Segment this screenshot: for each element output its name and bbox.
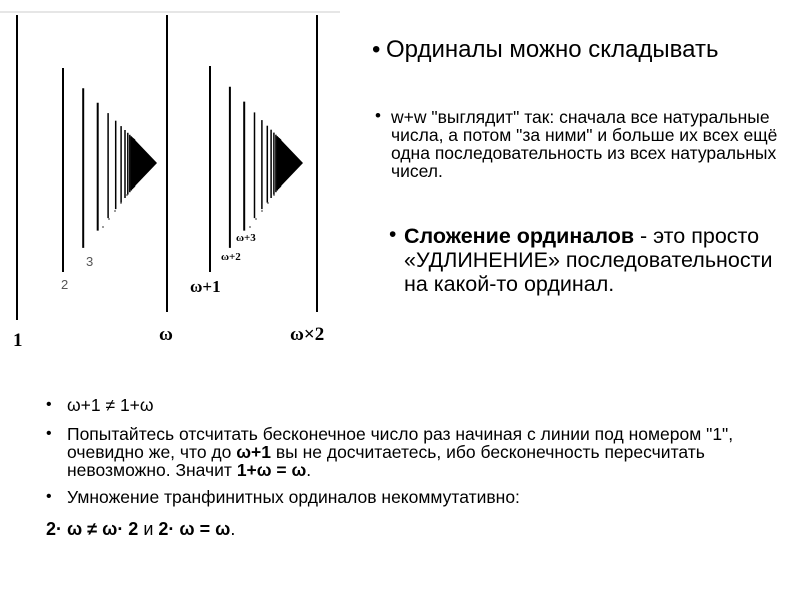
bold-one-plus-omega: 1+ω = ω [236, 460, 307, 480]
bullet-marker: • [46, 396, 52, 413]
ellipsis-dot [261, 210, 263, 212]
formula-part: · 2 [117, 519, 139, 539]
ellipsis-dot [126, 194, 128, 196]
ellipsis-dot [273, 194, 275, 196]
sequence-natural-numbers [63, 68, 135, 272]
multiplication-formula [46, 518, 235, 540]
bullet-marker: • [46, 425, 52, 442]
label-omega-plus-2: ω+2 [221, 251, 241, 263]
formula-part: 2 [46, 519, 57, 539]
ellipsis-dot [249, 226, 251, 228]
formula-part: . [230, 519, 236, 539]
inequality-line: ω+1 ≠ 1+ω [67, 395, 154, 415]
label-3: 3 [86, 254, 94, 269]
label-1: 1 [13, 330, 23, 351]
ellipsis-dot [267, 202, 269, 204]
label-2: 2 [61, 277, 69, 292]
ellipsis-dot [114, 210, 116, 212]
label-omega-plus-1: ω+1 [190, 277, 221, 296]
paragraph-counting [67, 425, 747, 479]
formula-part: · ω = ω [168, 519, 231, 539]
ellipsis-dot [255, 218, 257, 220]
text-part: . [306, 460, 312, 480]
label-omega-times-2: ω×2 [290, 324, 325, 345]
bullet-marker: • [389, 223, 397, 246]
convergence-wedge-1 [135, 140, 157, 186]
label-omega-plus-3: ω+3 [236, 232, 256, 244]
text-part: вы не досчитаетесь, ибо бесконечность пересчитать невозможно. Значит [67, 442, 705, 480]
bullet-marker: • [372, 36, 381, 63]
formula-part: · ω ≠ ω [56, 519, 118, 539]
ordinal-figure [0, 0, 360, 360]
ellipsis-dot [102, 226, 104, 228]
formula-part: 2 [158, 519, 169, 539]
bullet-marker: • [375, 106, 381, 125]
term-ordinal-addition: Сложение ординалов [404, 224, 635, 248]
text-part: Попытайтесь отсчитать бесконечное число раз начиная с линии под номером "1", очевидно же, что до [67, 424, 734, 462]
paragraph-multiplication: Умножение транфинитных ординалов некоммутативно: [67, 487, 520, 507]
bullet-marker: • [46, 488, 52, 505]
label-omega: ω [159, 324, 173, 345]
ellipsis-dot [120, 202, 122, 204]
paragraph-w-plus-w: w+w "выглядит" так: сначала все натуральные числа, а потом "за ними" и больше их всех ещё одна последовательность из всех натуральных чисел. [391, 107, 778, 181]
convergence-wedge-2 [281, 140, 303, 186]
ellipsis-dot [108, 218, 110, 220]
paragraph-ordinal-addition [404, 224, 799, 296]
formula-part: и [138, 519, 159, 539]
bold-omega-plus-1: ω+1 [236, 442, 271, 462]
definition-text: - это просто «УДЛИНЕНИЕ» последовательности на какой-то ординал. [404, 224, 773, 296]
heading-ordinals-add: Ординалы можно складывать [386, 36, 719, 63]
